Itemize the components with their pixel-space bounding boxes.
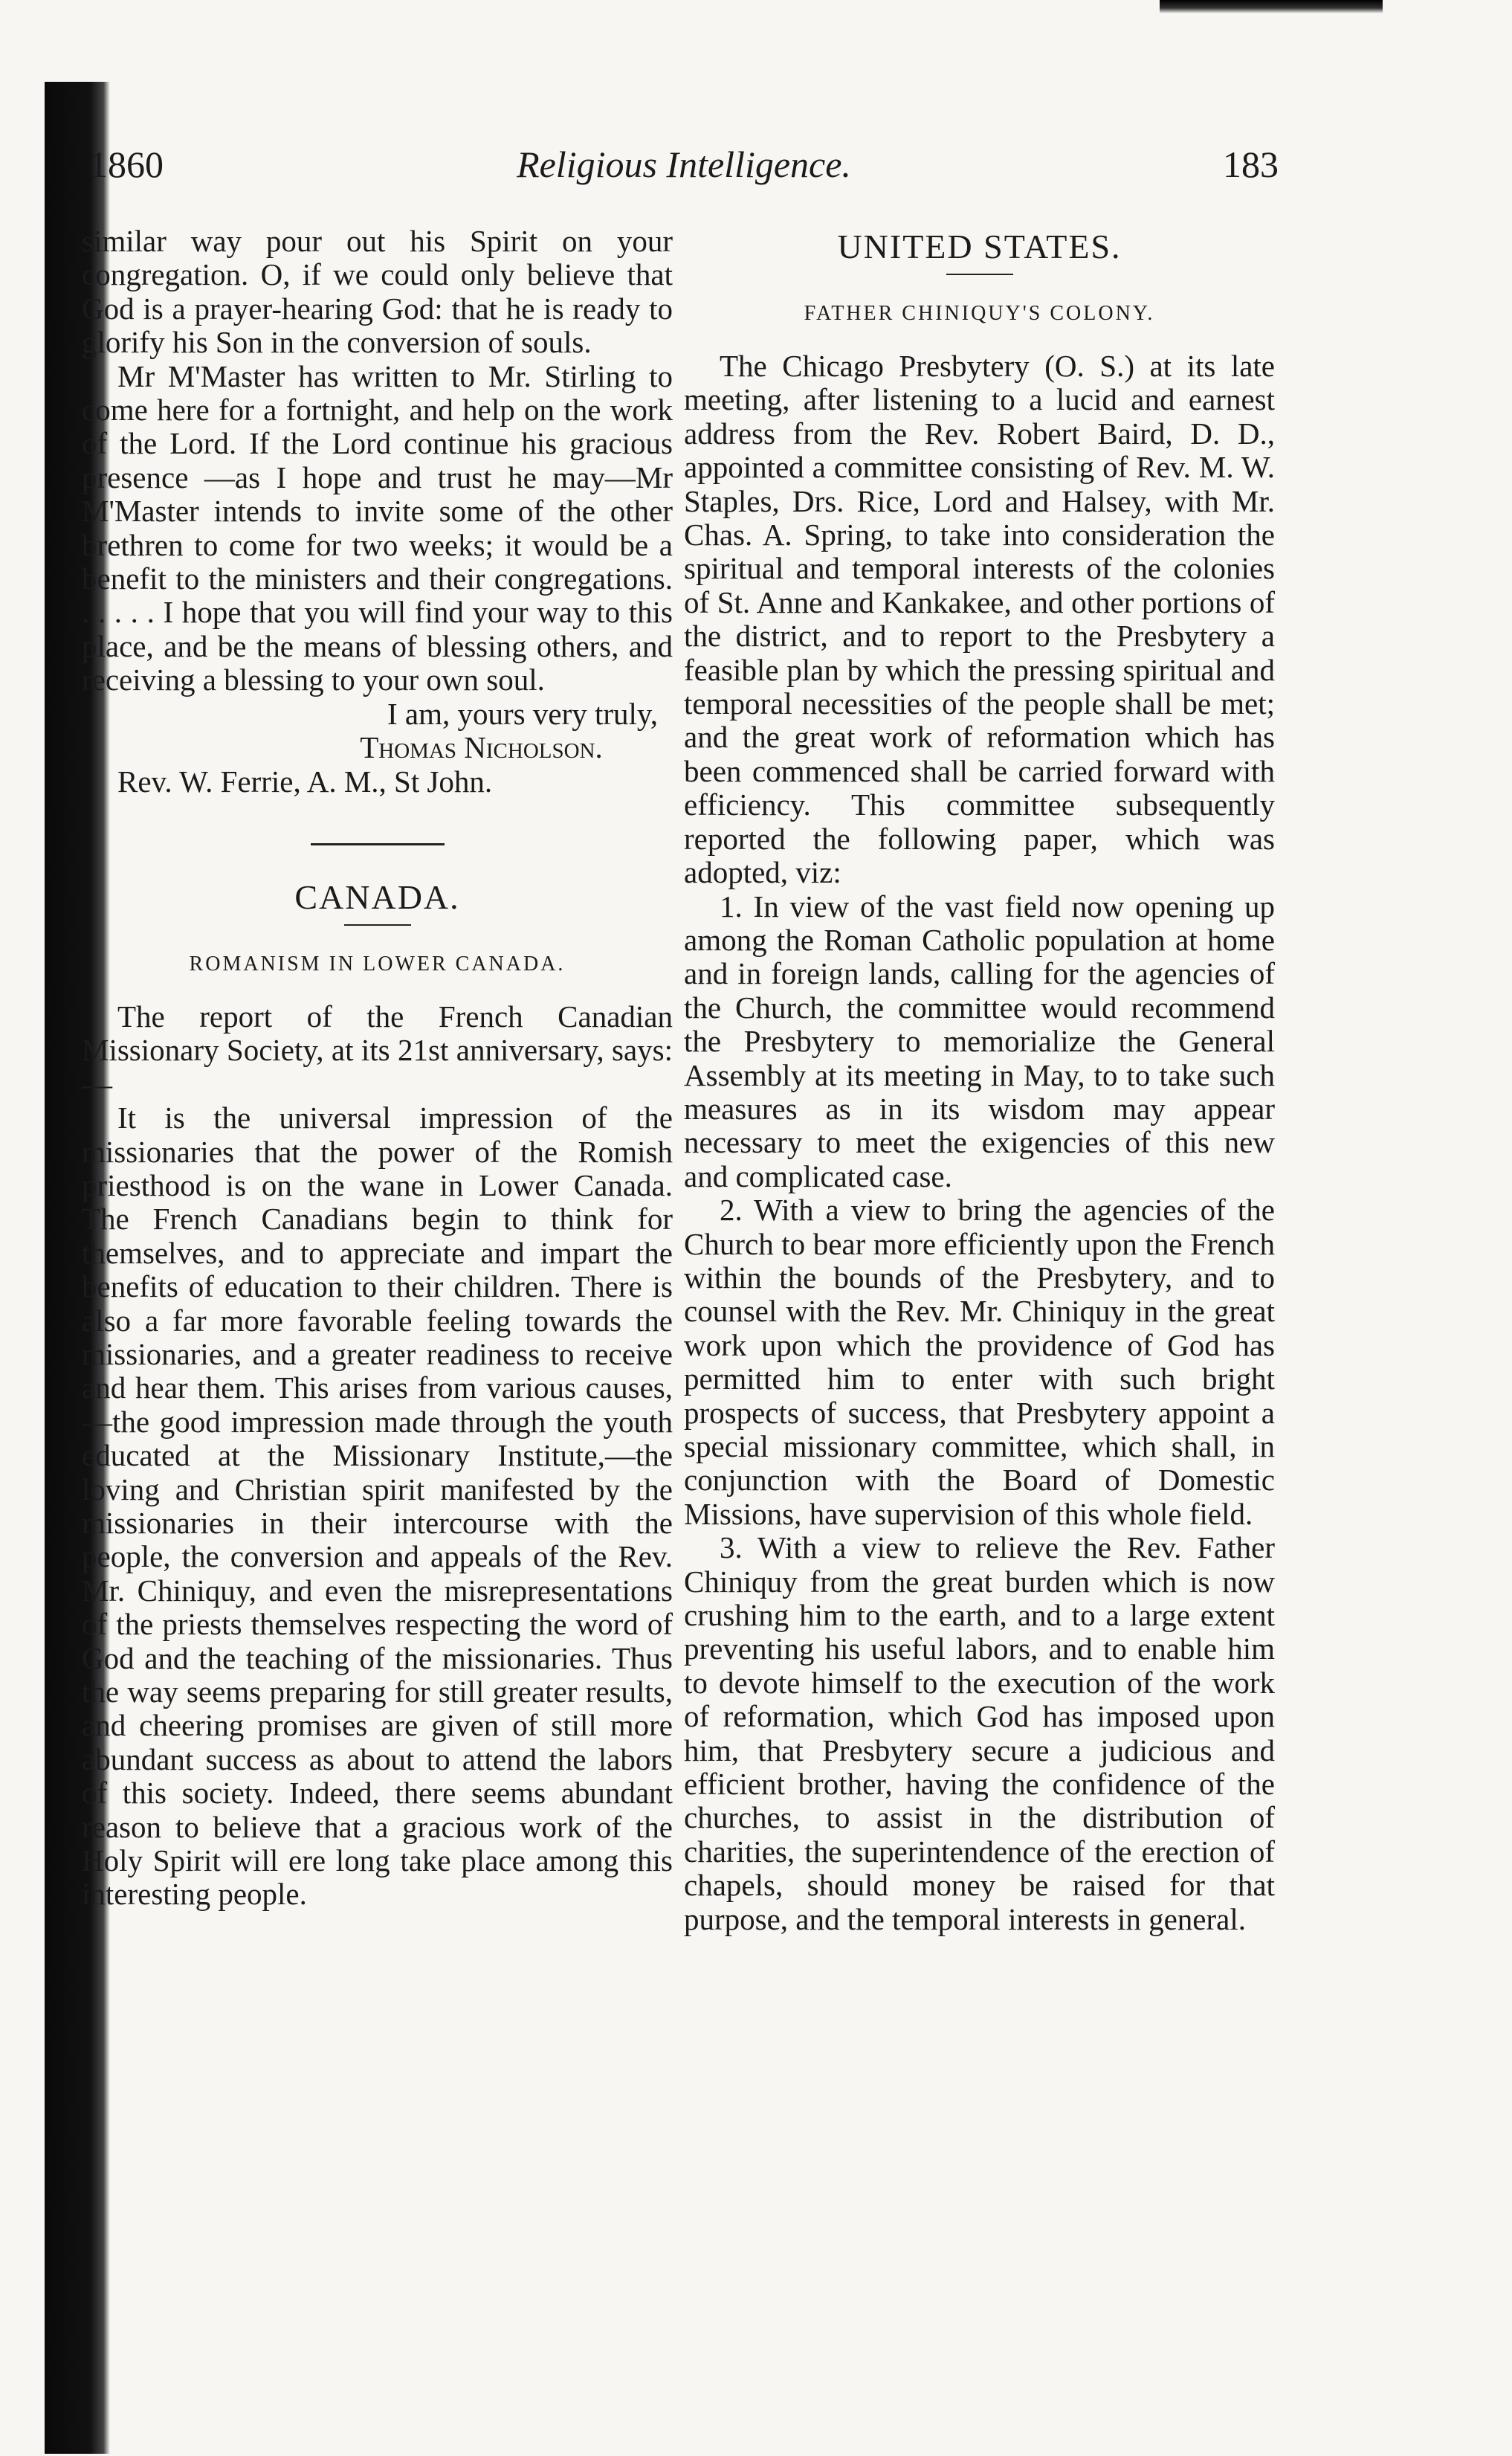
quoted-paragraph: It is the universal impression of the missionaries that the power of the Romish priesthood is on the wane in Lower Canada. The French Canadians begin to think for themselves, and to appreciate and impart the benefits of education to their children. There is also a far more favorable feeling towards the missionaries, and a greater readiness to receive and hear them. This arises from various causes,—the good impression made through the youth educated at the Missionary Institute,—the loving and Christian spirit manifested by the missionaries in their intercourse with the people, the conversion and appeals of the Rev. Mr. Chiniquy, and even the misrepresentations of the priests themselves respecting the word of God and the teaching of the missionaries. Thus the way seems preparing for still greater results, and cheering promises are given of still more abundant success as about to attend the labors of this society. Indeed, there seems abundant reason to believe that a gracious work of the Holy Spirit will ere long take place among this interesting people. <box>82 1100 673 1912</box>
resolution-2: 2. With a view to bring the agencies of the Church to bear more efficiently upon the French within the bounds of the Presbytery, and to counsel with the Rev. Mr. Chiniquy in the great work upon which the providence of God has permitted him to enter with such bright prospects of success, that Presbytery appoint a special missionary committee, which shall, in conjunction with the Board of Domestic Missions, have supervision of this whole field. <box>684 1193 1275 1531</box>
right-column <box>684 225 1275 1936</box>
title-rule <box>344 924 411 926</box>
paragraph: Mr M'Master has written to Mr. Stirling to come here for a fortnight, and help on the work of the Lord. If the Lord continue his gracious presence —as I hope and trust he may—Mr M'Master intends to invite some of the other brethren to come for two weeks; it would be a benefit to the ministers and their congregations. . . . . . I hope that you will find your way to this place, and be the means of blessing others, and receiving a blessing to your own soul. <box>82 358 673 697</box>
scan-edge-mark <box>1160 0 1383 13</box>
letter-signature: Thomas Nicholson. <box>360 730 603 765</box>
paragraph: The report of the French Canadian Missionary Society, at its 21st anniversary, says:— <box>82 999 673 1101</box>
title-rule <box>946 274 1013 275</box>
paragraph: The Chicago Presbytery (O. S.) at its late meeting, after listening to a lucid and earnest address from the Rev. Robert Baird, D. D., appointed a committee consisting of Rev. M. W. Staples, Drs. Rice, Lord and Halsey, with Mr. Chas. A. Spring, to take into consideration the spiritual and temporal interests of the colonies of St. Anne and Kankakee, and other portions of the district, and to report to the Presbytery a feasible plan by which the pressing spiritual and temporal necessities of the people shall be met; and the great work of reformation which has been commenced shall be carried forward with efficiency. This committee subsequently reported the following paper, which was adopted, viz: <box>684 349 1275 890</box>
paragraph: similar way pour out his Spirit on your congregation. O, if we could only believe that God is a prayer-hearing God: that he is ready to glorify his Son in the conversion of souls. <box>82 224 673 360</box>
left-column <box>82 225 673 1912</box>
resolution-1: 1. In view of the vast field now opening up among the Roman Catholic population at home and in foreign lands, calling for the agencies of the Church, the committee would recommend the Presbytery to memorialize the General Assembly at its meeting in May, to to take such measures as in its wisdom may appear necessary to meet the exigencies of this new and complicated case. <box>684 889 1275 1193</box>
header-title: Religious Intelligence. <box>517 144 851 185</box>
header-year: 1860 <box>89 144 164 185</box>
section-divider <box>311 843 445 845</box>
section-title-canada: CANADA. <box>294 877 460 916</box>
section-title-united-states: UNITED STATES. <box>837 228 1122 265</box>
page-number: 183 <box>1223 144 1279 185</box>
resolution-3: 3. With a view to relieve the Rev. Father Chiniquy from the great burden which is now crushing him to the earth, and to a large extent preventing his useful labors, and to enable him to devote himself to the execution of the work of reformation, which God has imposed upon him, that Presbytery secure a judicious and efficient brother, having the confidence of the churches, to assist in the distribution of charities, the superintendence of the erection of chapels, should money be raised for that purpose, and the temporal interests in general. <box>684 1530 1275 1936</box>
letter-closing: I am, yours very truly, <box>387 696 658 731</box>
section-subtitle: ROMANISM IN LOWER CANADA. <box>189 952 566 976</box>
letter-addressee: Rev. W. Ferrie, A. M., St John. <box>117 764 493 799</box>
running-header <box>89 143 1279 187</box>
section-subtitle: FATHER CHINIQUY'S COLONY. <box>804 302 1155 325</box>
